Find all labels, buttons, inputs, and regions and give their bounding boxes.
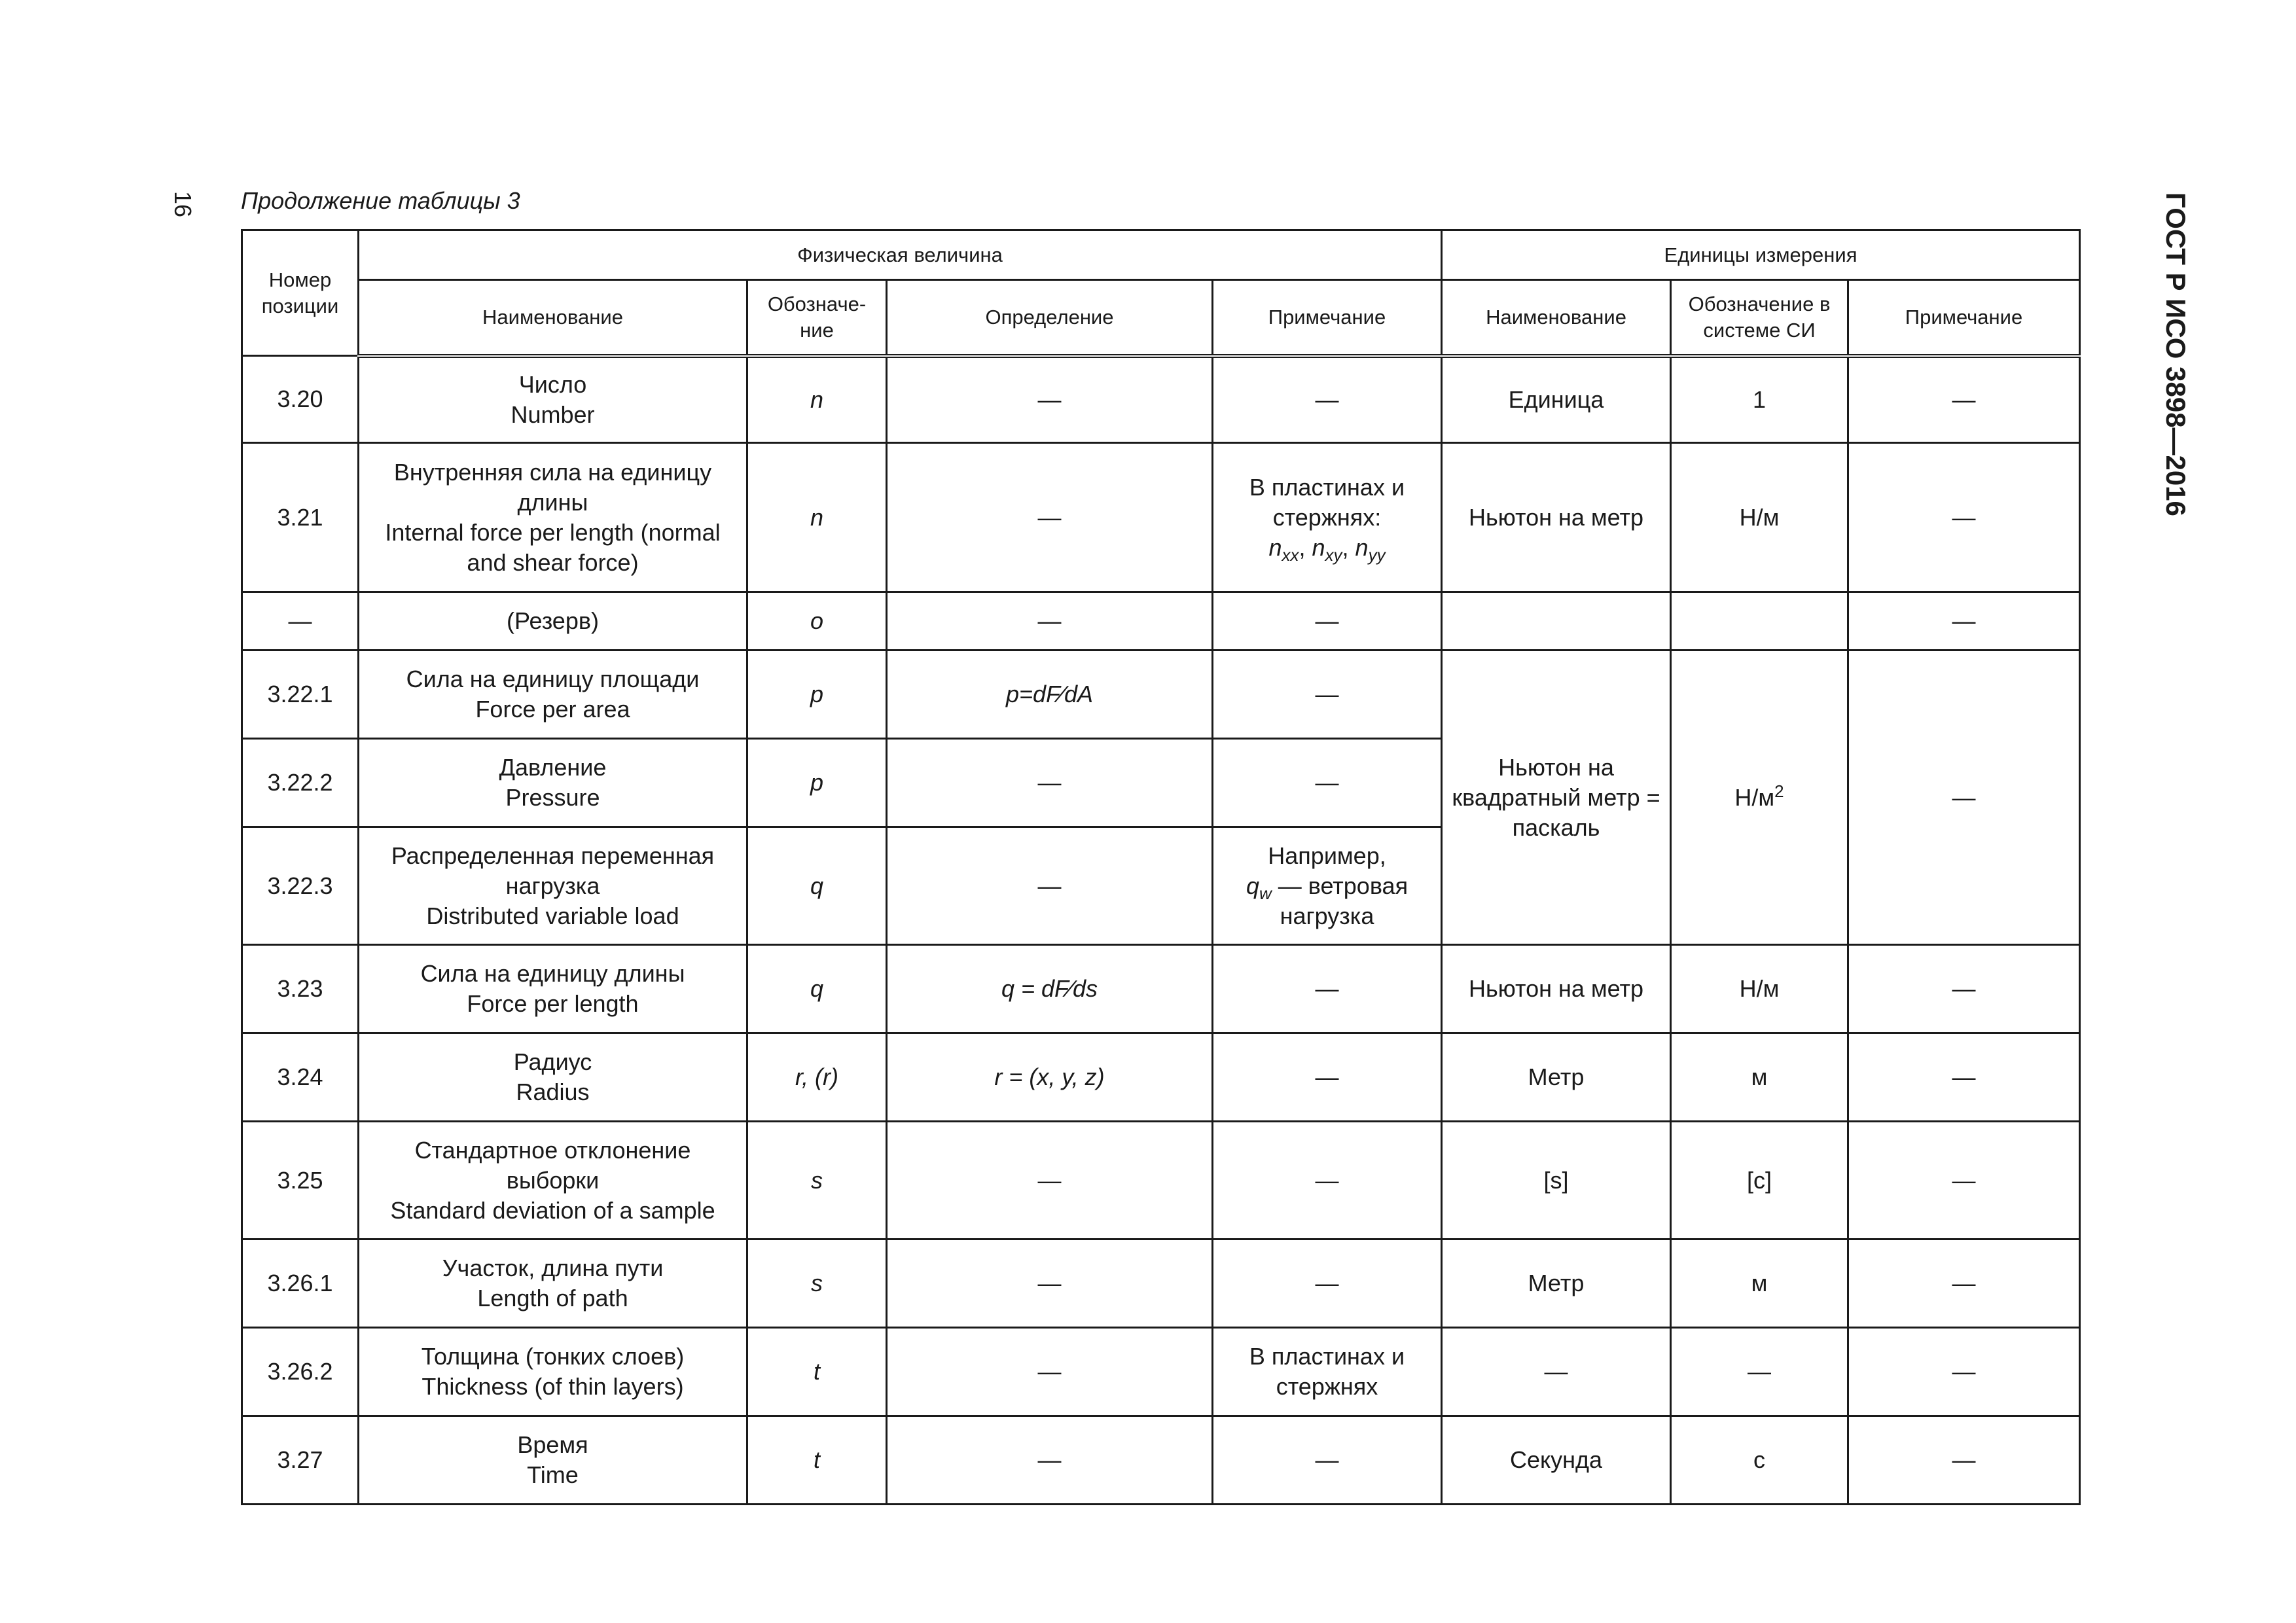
unit-note: — bbox=[1848, 1328, 2080, 1416]
unit-name: Ньютон на квадратный метр = паскаль bbox=[1442, 651, 1671, 945]
table-row bbox=[242, 651, 2080, 739]
unit-name bbox=[1442, 592, 1671, 651]
position-no: 3.25 bbox=[242, 1122, 359, 1240]
si-symbol: [с] bbox=[1671, 1122, 1848, 1240]
note: — bbox=[1213, 1416, 1442, 1505]
si-symbol: 1 bbox=[1671, 356, 1848, 443]
si-exponent: 2 bbox=[1774, 781, 1784, 801]
quantity-name bbox=[359, 651, 747, 739]
note: — bbox=[1213, 945, 1442, 1033]
header-unit-name: Наименование bbox=[1442, 280, 1671, 356]
name-en: Internal force per length (normal and shear force) bbox=[385, 518, 721, 576]
name-ru: Радиус bbox=[513, 1048, 592, 1075]
note: — bbox=[1213, 739, 1442, 827]
unit-note: — bbox=[1848, 945, 2080, 1033]
position-no: 3.22.2 bbox=[242, 739, 359, 827]
name-ru: Сила на единицу длины bbox=[420, 960, 685, 987]
unit-name: Секунда bbox=[1442, 1416, 1671, 1505]
quantity-name bbox=[359, 1416, 747, 1505]
name-ru: Распределенная переменная нагрузка bbox=[391, 842, 715, 899]
name-en: Force per length bbox=[467, 990, 639, 1017]
quantity-symbol: n bbox=[747, 443, 887, 592]
name-en: Force per area bbox=[475, 696, 630, 722]
header-units: Единицы измерения bbox=[1442, 230, 2080, 280]
quantity-name bbox=[359, 945, 747, 1033]
definition: p=dF∕dA bbox=[887, 651, 1213, 739]
quantity-symbol: t bbox=[747, 1416, 887, 1505]
subscript-xy: xy bbox=[1325, 544, 1342, 565]
header-position-no: Номер позиции bbox=[242, 230, 359, 356]
unit-note: — bbox=[1848, 651, 2080, 945]
quantity-name bbox=[359, 827, 747, 945]
header-symbol: Обозначе-ние bbox=[747, 280, 887, 356]
unit-name: Ньютон на метр bbox=[1442, 945, 1671, 1033]
name-en: Thickness (of thin layers) bbox=[422, 1373, 684, 1400]
note: — bbox=[1213, 592, 1442, 651]
position-no: 3.22.3 bbox=[242, 827, 359, 945]
table-row bbox=[242, 1240, 2080, 1328]
quantity-symbol: p bbox=[747, 739, 887, 827]
name-en: Distributed variable load bbox=[426, 902, 679, 929]
note: — bbox=[1213, 1033, 1442, 1122]
quantity-name bbox=[359, 1122, 747, 1240]
quantity-symbol: s bbox=[747, 1122, 887, 1240]
quantity-name bbox=[359, 356, 747, 443]
note: В пластинах и стержнях bbox=[1213, 1328, 1442, 1416]
si-symbol: с bbox=[1671, 1416, 1848, 1505]
symbol-n: n bbox=[1355, 533, 1369, 561]
note-line bbox=[1246, 872, 1408, 929]
position-no: 3.23 bbox=[242, 945, 359, 1033]
si-symbol: м bbox=[1671, 1033, 1848, 1122]
name-ru: Число bbox=[518, 370, 587, 398]
note-text: В пластинах и стержнях: bbox=[1249, 473, 1405, 531]
position-no: 3.22.1 bbox=[242, 651, 359, 739]
note-line: Например, bbox=[1268, 842, 1386, 869]
note-symbols bbox=[1223, 533, 1431, 563]
unit-note: — bbox=[1848, 443, 2080, 592]
table-row bbox=[242, 1328, 2080, 1416]
unit-name: — bbox=[1442, 1328, 1671, 1416]
quantity-symbol: n bbox=[747, 356, 887, 443]
unit-name: Ньютон на метр bbox=[1442, 443, 1671, 592]
note bbox=[1213, 827, 1442, 945]
separator: , bbox=[1342, 533, 1355, 561]
unit-name: [s] bbox=[1442, 1122, 1671, 1240]
quantity-name bbox=[359, 1033, 747, 1122]
header-definition: Определение bbox=[887, 280, 1213, 356]
name-en: Radius bbox=[516, 1079, 590, 1105]
header-unit-note: Примечание bbox=[1848, 280, 2080, 356]
quantity-symbol: o bbox=[747, 592, 887, 651]
table-caption: Продолжение таблицы 3 bbox=[241, 187, 520, 214]
quantity-name: (Резерв) bbox=[359, 592, 747, 651]
header-si-symbol: Обозначение в системе СИ bbox=[1671, 280, 1848, 356]
name-en: Standard deviation of a sample bbox=[390, 1196, 715, 1224]
table-row bbox=[242, 356, 2080, 443]
position-no: 3.26.1 bbox=[242, 1240, 359, 1328]
quantity-name bbox=[359, 1328, 747, 1416]
definition: q = dF∕ds bbox=[887, 945, 1213, 1033]
note: — bbox=[1213, 356, 1442, 443]
unit-name: Метр bbox=[1442, 1033, 1671, 1122]
note bbox=[1213, 443, 1442, 592]
position-no: 3.21 bbox=[242, 443, 359, 592]
si-base: Н/м bbox=[1734, 783, 1775, 811]
si-symbol: м bbox=[1671, 1240, 1848, 1328]
name-ru: Стандартное отклонение выборки bbox=[414, 1136, 691, 1194]
si-symbol: Н/м bbox=[1671, 945, 1848, 1033]
position-no: — bbox=[242, 592, 359, 651]
table-row bbox=[242, 592, 2080, 651]
subscript-w: w bbox=[1259, 883, 1272, 903]
name-en: Time bbox=[527, 1461, 579, 1488]
quantity-symbol: q bbox=[747, 945, 887, 1033]
si-symbol bbox=[1671, 592, 1848, 651]
table-row bbox=[242, 443, 2080, 592]
si-symbol: — bbox=[1671, 1328, 1848, 1416]
position-no: 3.20 bbox=[242, 356, 359, 443]
unit-note: — bbox=[1848, 356, 2080, 443]
table-row bbox=[242, 1416, 2080, 1505]
note: — bbox=[1213, 651, 1442, 739]
quantity-symbol: t bbox=[747, 1328, 887, 1416]
position-no: 3.24 bbox=[242, 1033, 359, 1122]
unit-note: — bbox=[1848, 1240, 2080, 1328]
quantity-name bbox=[359, 1240, 747, 1328]
unit-note: — bbox=[1848, 592, 2080, 651]
unit-note: — bbox=[1848, 1416, 2080, 1505]
separator: , bbox=[1299, 533, 1312, 561]
header-note: Примечание bbox=[1213, 280, 1442, 356]
quantity-symbol: q bbox=[747, 827, 887, 945]
quantity-symbol: r, (r) bbox=[747, 1033, 887, 1122]
unit-name: Метр bbox=[1442, 1240, 1671, 1328]
definition: — bbox=[887, 1240, 1213, 1328]
definition: — bbox=[887, 356, 1213, 443]
symbol-n: n bbox=[1268, 533, 1282, 561]
table-row bbox=[242, 1033, 2080, 1122]
definition: — bbox=[887, 1416, 1213, 1505]
definition: — bbox=[887, 443, 1213, 592]
note: — bbox=[1213, 1122, 1442, 1240]
quantity-name bbox=[359, 443, 747, 592]
table-row bbox=[242, 1122, 2080, 1240]
symbol-n: n bbox=[1312, 533, 1325, 561]
header-name: Наименование bbox=[359, 280, 747, 356]
definition: — bbox=[887, 1328, 1213, 1416]
definition: r = (x, y, z) bbox=[887, 1033, 1213, 1122]
name-ru: Сила на единицу площади bbox=[406, 666, 700, 692]
definition: — bbox=[887, 1122, 1213, 1240]
unit-note: — bbox=[1848, 1033, 2080, 1122]
si-symbol: Н/м bbox=[1671, 443, 1848, 592]
unit-name: Единица bbox=[1442, 356, 1671, 443]
subscript-yy: yy bbox=[1368, 544, 1386, 565]
name-ru: Внутренняя сила на единицу длины bbox=[393, 458, 712, 516]
note: — bbox=[1213, 1240, 1442, 1328]
quantity-name bbox=[359, 739, 747, 827]
name-ru: Участок, длина пути bbox=[442, 1255, 664, 1281]
position-no: 3.27 bbox=[242, 1416, 359, 1505]
document-code: ГОСТ Р ИСО 3898—2016 bbox=[2161, 192, 2191, 516]
page-number: 16 bbox=[170, 191, 196, 218]
position-no: 3.26.2 bbox=[242, 1328, 359, 1416]
note-rest: — ветровая нагрузка bbox=[1271, 872, 1408, 929]
name-ru: Толщина (тонких слоев) bbox=[421, 1343, 685, 1370]
quantities-table bbox=[241, 229, 2081, 1505]
definition: — bbox=[887, 739, 1213, 827]
name-en: Length of path bbox=[477, 1285, 628, 1311]
table-row bbox=[242, 945, 2080, 1033]
name-ru: Давление bbox=[499, 754, 607, 781]
symbol-q: q bbox=[1246, 872, 1259, 899]
si-symbol bbox=[1671, 651, 1848, 945]
subscript-xx: xx bbox=[1282, 544, 1299, 565]
name-en: Number bbox=[511, 401, 595, 428]
definition: — bbox=[887, 592, 1213, 651]
name-en: Pressure bbox=[505, 784, 600, 811]
quantity-symbol: p bbox=[747, 651, 887, 739]
definition: — bbox=[887, 827, 1213, 945]
name-ru: Время bbox=[517, 1431, 588, 1458]
header-physical-quantity: Физическая величина bbox=[359, 230, 1442, 280]
unit-note: — bbox=[1848, 1122, 2080, 1240]
quantity-symbol: s bbox=[747, 1240, 887, 1328]
